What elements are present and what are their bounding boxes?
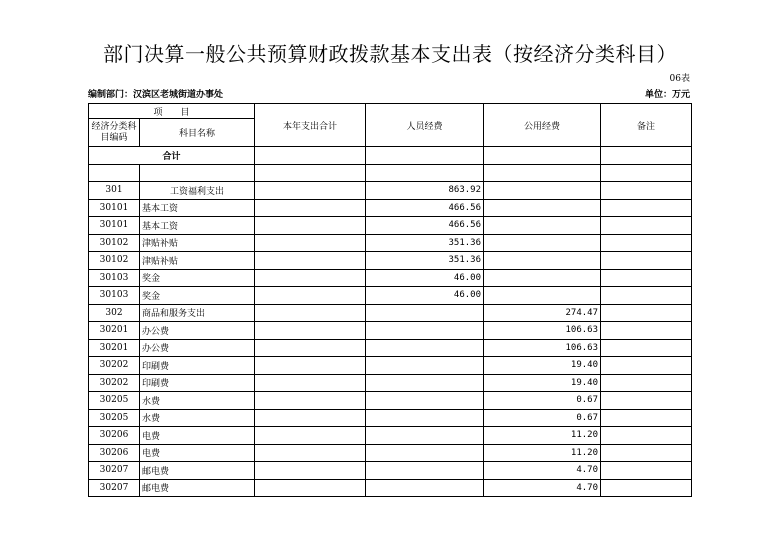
unit-label: 单位：万元 <box>644 90 690 100</box>
personnel-cell <box>366 392 484 410</box>
total-cell <box>255 217 366 235</box>
note-cell <box>601 234 692 252</box>
table-row <box>89 427 692 445</box>
name-cell: 奖金 <box>140 269 255 287</box>
note-cell <box>601 392 692 410</box>
page-title: 部门决算一般公共预算财政拨款基本支出表（按经济分类科目） <box>103 42 677 66</box>
total-cell <box>601 147 692 165</box>
table-row <box>89 234 692 252</box>
code-cell: 30206 <box>89 444 140 462</box>
total-cell <box>255 462 366 480</box>
table-row <box>89 304 692 322</box>
total-cell <box>484 147 601 165</box>
public-cell <box>484 287 601 305</box>
name-cell: 办公费 <box>140 339 255 357</box>
note-cell <box>601 304 692 322</box>
total-row <box>89 147 692 165</box>
note-cell <box>601 339 692 357</box>
table-row <box>89 322 692 340</box>
note-cell <box>601 182 692 200</box>
total-cell <box>255 304 366 322</box>
total-cell <box>255 252 366 270</box>
total-cell <box>255 199 366 217</box>
note-cell <box>601 287 692 305</box>
table-row <box>89 462 692 480</box>
table-row <box>89 444 692 462</box>
total-cell <box>366 147 484 165</box>
note-cell <box>601 322 692 340</box>
public-cell: 0.67 <box>484 392 601 410</box>
personnel-cell <box>366 479 484 497</box>
table-row <box>89 182 692 200</box>
public-cell: 19.40 <box>484 357 601 375</box>
code-cell: 30103 <box>89 287 140 305</box>
note-cell <box>601 374 692 392</box>
name-cell: 工资福利支出 <box>140 182 255 200</box>
name-cell: 电费 <box>140 427 255 445</box>
header-name: 科目名称 <box>140 119 255 147</box>
public-cell <box>484 182 601 200</box>
personnel-cell <box>366 374 484 392</box>
code-cell: 30205 <box>89 409 140 427</box>
table-row <box>89 217 692 235</box>
note-cell <box>601 409 692 427</box>
form-number: 06表 <box>669 74 690 84</box>
total-cell <box>255 444 366 462</box>
total-cell <box>255 147 366 165</box>
table-row <box>89 392 692 410</box>
note-cell <box>601 199 692 217</box>
name-cell: 津贴补贴 <box>140 234 255 252</box>
personnel-cell <box>366 322 484 340</box>
name-cell: 商品和服务支出 <box>140 304 255 322</box>
note-cell <box>601 357 692 375</box>
total-cell <box>255 427 366 445</box>
personnel-cell <box>366 462 484 480</box>
name-cell: 印刷费 <box>140 357 255 375</box>
personnel-cell: 351.36 <box>366 234 484 252</box>
public-cell: 4.70 <box>484 462 601 480</box>
public-cell: 11.20 <box>484 444 601 462</box>
table-row <box>89 374 692 392</box>
note-cell <box>601 462 692 480</box>
header-personnel: 人员经费 <box>366 104 484 147</box>
name-cell: 办公费 <box>140 322 255 340</box>
code-cell: 30101 <box>89 199 140 217</box>
table-row <box>89 479 692 497</box>
personnel-cell: 351.36 <box>366 252 484 270</box>
note-cell <box>601 252 692 270</box>
name-cell: 水费 <box>140 392 255 410</box>
table-row <box>89 252 692 270</box>
code-cell: 30103 <box>89 269 140 287</box>
table-row <box>89 199 692 217</box>
total-cell <box>255 479 366 497</box>
personnel-cell <box>366 427 484 445</box>
expenditure-table <box>88 103 692 497</box>
name-cell: 津贴补贴 <box>140 252 255 270</box>
header-item: 项 目 <box>89 104 255 119</box>
public-cell: 19.40 <box>484 374 601 392</box>
code-cell: 30102 <box>89 234 140 252</box>
note-cell <box>601 427 692 445</box>
code-cell: 30202 <box>89 374 140 392</box>
personnel-cell: 466.56 <box>366 217 484 235</box>
code-cell: 30205 <box>89 392 140 410</box>
personnel-cell <box>366 357 484 375</box>
total-cell <box>255 234 366 252</box>
name-cell: 基本工资 <box>140 217 255 235</box>
name-cell: 奖金 <box>140 287 255 305</box>
code-cell: 30207 <box>89 479 140 497</box>
table-row <box>89 269 692 287</box>
personnel-cell: 46.00 <box>366 287 484 305</box>
public-cell: 0.67 <box>484 409 601 427</box>
header-row-1 <box>89 104 692 119</box>
public-cell: 106.63 <box>484 339 601 357</box>
public-cell: 11.20 <box>484 427 601 445</box>
total-cell <box>255 374 366 392</box>
department-label: 编制部门：汉滨区老城街道办事处 <box>88 90 224 100</box>
code-cell: 30201 <box>89 339 140 357</box>
blank-row <box>89 164 692 182</box>
total-cell <box>255 322 366 340</box>
code-cell: 30207 <box>89 462 140 480</box>
table-row <box>89 409 692 427</box>
public-cell <box>484 234 601 252</box>
header-total: 本年支出合计 <box>255 104 366 147</box>
code-cell: 30102 <box>89 252 140 270</box>
note-cell <box>601 479 692 497</box>
name-cell: 邮电费 <box>140 462 255 480</box>
name-cell: 印刷费 <box>140 374 255 392</box>
total-cell <box>255 392 366 410</box>
personnel-cell: 46.00 <box>366 269 484 287</box>
personnel-cell <box>366 409 484 427</box>
personnel-cell <box>366 339 484 357</box>
total-cell <box>255 339 366 357</box>
header-public: 公用经费 <box>484 104 601 147</box>
code-cell: 30202 <box>89 357 140 375</box>
public-cell: 4.70 <box>484 479 601 497</box>
total-cell <box>255 287 366 305</box>
total-cell <box>255 357 366 375</box>
code-cell: 30201 <box>89 322 140 340</box>
code-cell: 301 <box>89 182 140 200</box>
public-cell <box>484 217 601 235</box>
note-cell <box>601 444 692 462</box>
public-cell <box>484 252 601 270</box>
public-cell <box>484 269 601 287</box>
total-cell <box>255 182 366 200</box>
table-row <box>89 287 692 305</box>
total-label: 合计 <box>89 147 255 165</box>
total-cell <box>255 269 366 287</box>
name-cell: 邮电费 <box>140 479 255 497</box>
personnel-cell: 466.56 <box>366 199 484 217</box>
public-cell <box>484 199 601 217</box>
table-row <box>89 339 692 357</box>
code-cell: 302 <box>89 304 140 322</box>
total-cell <box>255 409 366 427</box>
header-note: 备注 <box>601 104 692 147</box>
name-cell: 基本工资 <box>140 199 255 217</box>
code-cell: 30101 <box>89 217 140 235</box>
header-code: 经济分类科目编码 <box>89 119 140 147</box>
table-row <box>89 357 692 375</box>
personnel-cell <box>366 444 484 462</box>
public-cell: 274.47 <box>484 304 601 322</box>
public-cell: 106.63 <box>484 322 601 340</box>
code-cell: 30206 <box>89 427 140 445</box>
personnel-cell: 863.92 <box>366 182 484 200</box>
name-cell: 水费 <box>140 409 255 427</box>
name-cell: 电费 <box>140 444 255 462</box>
personnel-cell <box>366 304 484 322</box>
note-cell <box>601 269 692 287</box>
note-cell <box>601 217 692 235</box>
